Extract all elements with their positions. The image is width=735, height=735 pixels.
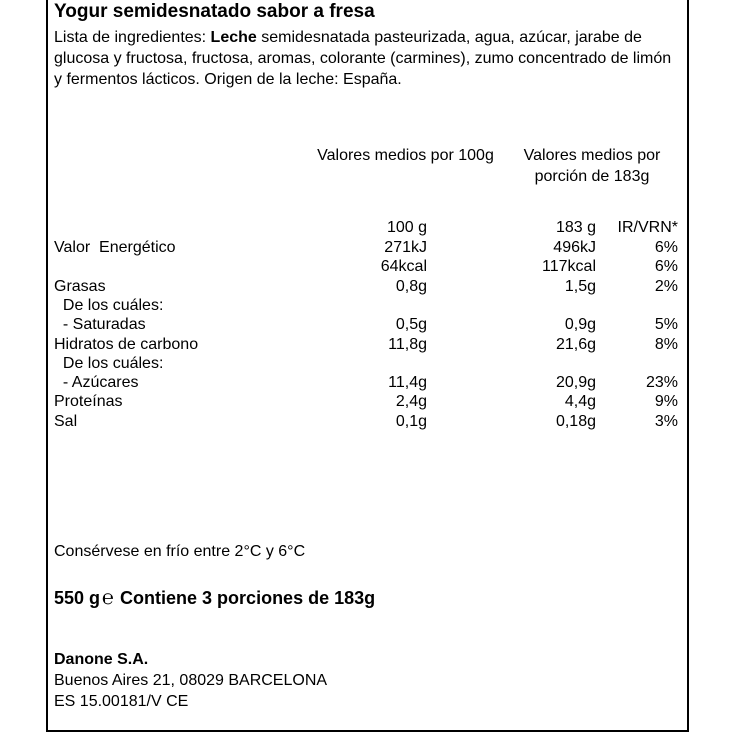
nutrition-row — [54, 374, 682, 394]
weight-value: 550 g — [54, 588, 101, 608]
value-per-portion: 0,18g — [555, 412, 596, 430]
value-per-100g: 11,4g — [388, 374, 427, 392]
header-per-100g: Valores medios por 100g — [317, 147, 494, 164]
nutrition-row — [54, 316, 682, 336]
value-vrn: 23% — [645, 374, 678, 392]
nutrition-column-headers — [54, 219, 682, 239]
col-portion-label: 183 g — [555, 219, 596, 236]
value-vrn: 2% — [654, 277, 678, 295]
product-title: Yogur semidesnatado sabor a fresa — [54, 1, 375, 22]
portions-info: Contiene 3 porciones de 183g — [120, 588, 376, 608]
ingredients-prefix: Lista de ingredientes: — [54, 29, 211, 46]
value-per-100g: 2,4g — [395, 393, 427, 411]
value-per-100g: 11,8g — [388, 335, 427, 353]
nutrient-name: De los cuáles: — [54, 354, 164, 372]
value-vrn: 9% — [654, 393, 678, 411]
company-address: Buenos Aires 21, 08029 BARCELONA — [54, 672, 328, 689]
ingredients-rest: semidesnatada pasteurizada, agua, azúcar, jarabe de glucosa y fructosa, fructosa, aromas, colorante (carmines), zumo concentrado de limón y fermentos lácticos. Origen de la leche: España. — [54, 29, 672, 88]
nutrient-name: Sal — [54, 412, 78, 430]
nutrient-name: Grasas — [54, 277, 106, 295]
nutrient-name: - Saturadas — [54, 316, 146, 334]
ingredients-highlight: Leche — [210, 29, 257, 46]
estimated-sign-icon: ℮ — [102, 587, 115, 609]
nutrition-row — [54, 239, 682, 259]
col-vrn-label: IR/VRN* — [617, 219, 678, 236]
company-registry: ES 15.00181/V CE — [54, 693, 189, 710]
nutrition-row — [54, 297, 682, 317]
value-vrn: 8% — [654, 335, 678, 353]
nutrient-name: De los cuáles: — [54, 296, 164, 314]
value-per-portion: 496kJ — [553, 239, 596, 256]
col-100g-label: 100 g — [386, 219, 427, 236]
nutrient-name: - Azúcares — [54, 374, 139, 392]
value-per-portion: 21,6g — [555, 335, 596, 353]
value-vrn: 5% — [654, 316, 678, 334]
header-per-portion: Valores medios por porción de 183g — [523, 147, 661, 185]
value-vrn: 3% — [654, 412, 678, 430]
value-per-100g: 0,1g — [395, 412, 427, 430]
nutrition-row — [54, 393, 682, 413]
value-per-100g: 0,5g — [395, 316, 427, 334]
nutrient-name: Hidratos de carbono — [54, 335, 199, 353]
company-name: Danone S.A. — [54, 651, 149, 668]
nutrition-row — [54, 336, 682, 356]
value-per-portion: 4,4g — [564, 393, 596, 411]
nutrition-row — [54, 355, 682, 375]
value-vrn: 6% — [654, 239, 678, 256]
net-weight — [54, 587, 375, 610]
value-per-portion: 117kcal — [542, 258, 596, 276]
value-per-100g: 0,8g — [395, 277, 427, 295]
value-per-portion: 20,9g — [555, 374, 596, 392]
nutrient-name: Valor Energético — [54, 239, 176, 256]
nutrient-name: Proteínas — [54, 393, 123, 411]
nutrition-row — [54, 413, 682, 433]
storage-instructions: Consérvese en frío entre 2°C y 6°C — [54, 543, 306, 560]
value-per-portion: 0,9g — [564, 316, 596, 334]
value-per-portion: 1,5g — [564, 277, 596, 295]
nutrition-row — [54, 258, 682, 278]
value-vrn: 6% — [654, 258, 678, 276]
value-per-100g: 64kcal — [380, 258, 427, 276]
nutrition-row — [54, 278, 682, 298]
ingredients-list — [54, 27, 682, 90]
value-per-100g: 271kJ — [384, 239, 427, 256]
